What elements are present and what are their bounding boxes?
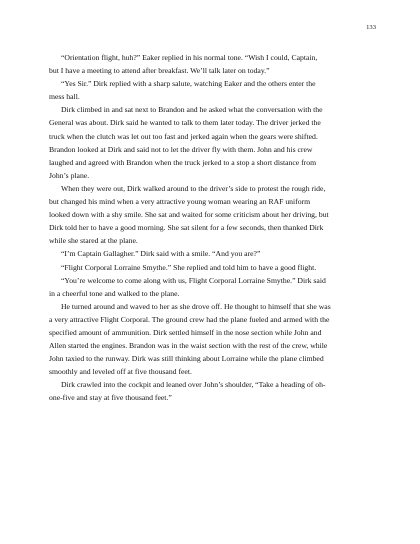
text-line: John taxied to the runway. Dirk was still thinking about Lorraine while the plane climbed bbox=[49, 354, 324, 364]
paragraph bbox=[49, 103, 369, 182]
text-line: “I’m Captain Gallagher.” Dirk said with a smile. “And you are?” bbox=[61, 249, 261, 259]
text-line: Allen started the engines. Brandon was in the waist section with the rest of the crew, while bbox=[49, 341, 328, 351]
paragraph bbox=[49, 51, 369, 77]
text-line: laughed and agreed with Brandon when the truck jerked to a stop a short distance from bbox=[49, 157, 317, 167]
text-line: but I have a meeting to attend after breakfast. We’ll talk later on today.” bbox=[49, 66, 270, 76]
text-line: a very attractive Flight Corporal. The ground crew had the plane fueled and armed with the bbox=[49, 314, 330, 324]
paragraph bbox=[49, 77, 369, 103]
text-line: Brandon looked at Dirk and said not to let the driver fly with them. John and his crew bbox=[49, 144, 313, 154]
paragraph bbox=[49, 274, 369, 300]
text-line: He turned around and waved to her as she drove off. He thought to himself that she was bbox=[61, 301, 331, 311]
paragraph bbox=[49, 378, 369, 404]
text-line: specified amount of ammunition. Dirk settled himself in the nose section while John and bbox=[49, 327, 322, 337]
text-line: but changed his mind when a very attractive young woman wearing an RAF uniform bbox=[49, 197, 311, 207]
text-line: truck when the clutch was let out too fast and jerked again when the gears were shifted. bbox=[49, 131, 318, 141]
text-line: looked down with a shy smile. She sat and waited for some criticism about her driving, but bbox=[49, 210, 329, 220]
text-line: “Orientation flight, huh?” Eaker replied in his normal tone. “Wish I could, Captain, bbox=[61, 53, 318, 62]
text-line: while she stared at the plane. bbox=[49, 236, 138, 246]
text-line: in a cheerful tone and walked to the plane. bbox=[49, 288, 180, 298]
text-line: John’s plane. bbox=[49, 170, 90, 180]
paragraph bbox=[49, 182, 369, 247]
page-number: 133 bbox=[366, 24, 376, 31]
text-line: “You’re welcome to come along with us, Flight Corporal Lorraine Smythe.” Dirk said bbox=[61, 275, 326, 285]
text-line: mess hall. bbox=[49, 92, 80, 102]
text-line: “Flight Corporal Lorraine Smythe.” She replied and told him to have a good flight. bbox=[61, 262, 317, 272]
text-line: Dirk told her to have a good morning. She sat silent for a few seconds, then thanked Dirk bbox=[49, 223, 324, 233]
text-line: When they were out, Dirk walked around to the driver’s side to protest the rough ride, bbox=[61, 183, 326, 193]
paragraph bbox=[49, 247, 369, 260]
text-line: one-five and stay at five thousand feet.” bbox=[49, 393, 172, 403]
text-line: Dirk climbed in and sat next to Brandon and he asked what the conversation with the bbox=[61, 105, 323, 115]
text-line: “Yes Sir.” Dirk replied with a sharp salute, watching Eaker and the others enter the bbox=[61, 79, 316, 89]
paragraph bbox=[49, 261, 369, 274]
paragraph bbox=[49, 300, 369, 379]
text-line: smoothly and leveled off at five thousand feet. bbox=[49, 367, 192, 377]
body-text bbox=[49, 51, 369, 405]
text-line: Dirk crawled into the cockpit and leaned over John’s shoulder, “Take a heading of oh- bbox=[61, 380, 326, 390]
text-line: General was about. Dirk said he wanted to talk to them later today. The driver jerked the bbox=[49, 118, 321, 128]
